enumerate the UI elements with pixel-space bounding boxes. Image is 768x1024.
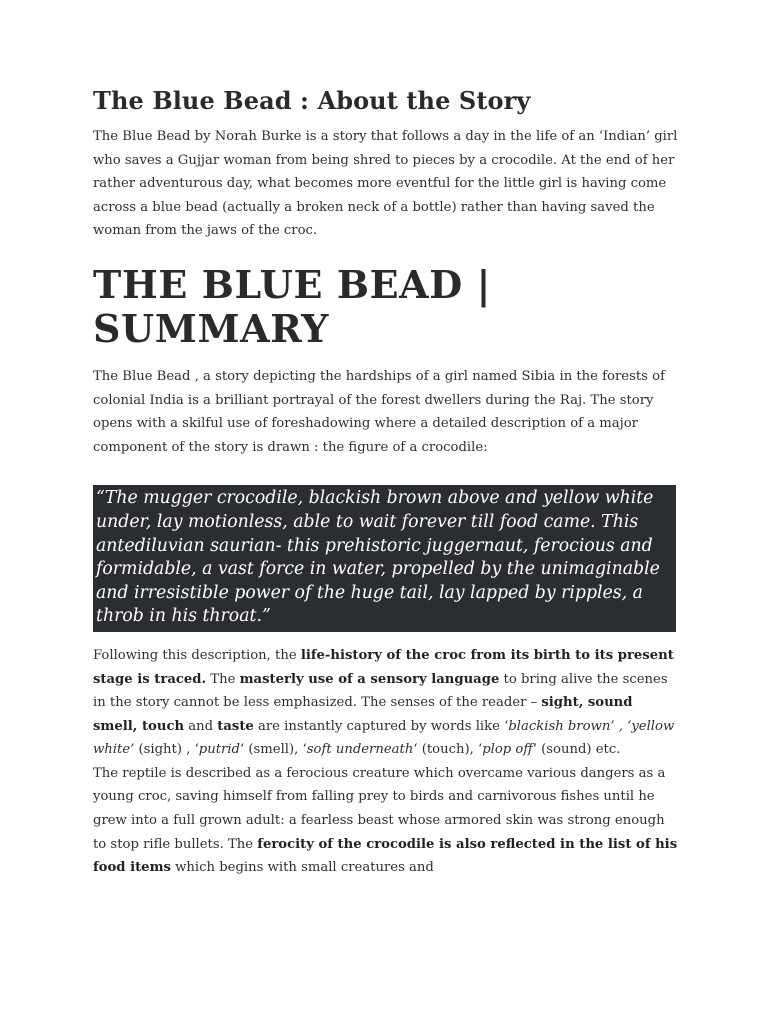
text-run: The reptile is described as a ferocious creature which overcame various dangers as a young croc, saving himself from falling prey to birds and carnivorous fishes until he grew into a full grown adult: a fearless beast whose armored skin was strong enough to stop rifle bullets. The: [93, 765, 666, 852]
italic-run: plop off: [482, 742, 533, 758]
text-run: ‘ (touch), ‘: [413, 742, 483, 758]
text-run: to bring alive the scenes in the story cannot be less emphasized. The senses of the reader –: [93, 671, 668, 711]
italic-run: putrid: [198, 742, 240, 758]
about-paragraph: The Blue Bead by Norah Burke is a story that follows a day in the life of an ‘Indian’ girl who saves a Gujjar woman from being shred to pieces by a crocodile. At the end of her rather adventurous day, what becomes more eventful for the little girl is having come across a blue bead (actually a broken neck of a bottle) rather than having saved the woman from the jaws of the croc.: [93, 129, 678, 239]
italic-run: soft underneath: [306, 742, 414, 758]
text-run: are instantly captured by words like ‘: [253, 718, 509, 734]
summary-heading: THE BLUE BEAD | SUMMARY: [93, 261, 492, 351]
text-run: ‘ (sound) etc.: [532, 742, 621, 758]
crocodile-quote: “The mugger crocodile, blackish brown above and yellow white under, lay motionless, able to wait forever till food came. This antediluvian saurian- this prehistoric juggernaut, ferocious and formidable, a vast force in water, propelled by the unimaginable and irresistible power of the huge tail, lay lapped by ripples, a throb in his throat.”: [96, 488, 660, 627]
text-run: ‘ (smell), ‘: [239, 742, 307, 758]
section-heading-about: The Blue Bead : About the Story: [93, 86, 531, 115]
text-run: which begins with small creatures and: [170, 860, 434, 876]
italic-run: blackish brown’ , ‘yellow white’: [93, 718, 675, 758]
bold-run: masterly use of a sensory language: [239, 671, 500, 687]
quote-block: [93, 485, 676, 632]
text-run: and: [184, 718, 218, 734]
bold-run: sight, sound smell, touch: [93, 695, 633, 734]
bold-run: taste: [217, 718, 254, 734]
text-run: (sight) , ‘: [134, 742, 199, 758]
bold-run: life-history of the croc from its birth to its present stage is traced.: [93, 647, 674, 687]
summary-intro-paragraph: The Blue Bead , a story depicting the hardships of a girl named Sibia in the forests of colonial India is a brilliant portrayal of the forest dwellers during the Raj. The story opens with a skilful use of foreshadowing where a detailed description of a major component of the story is drawn : the figure of a crocodile:: [93, 368, 665, 455]
text-run: The: [206, 671, 240, 687]
document-page: [93, 86, 678, 880]
text-run: Following this description, the: [93, 647, 301, 663]
reptile-paragraph: [93, 762, 678, 880]
bold-run: ferocity of the crocodile is also reflected in the list of his food items: [93, 836, 678, 876]
sensory-language-paragraph: [93, 644, 678, 762]
